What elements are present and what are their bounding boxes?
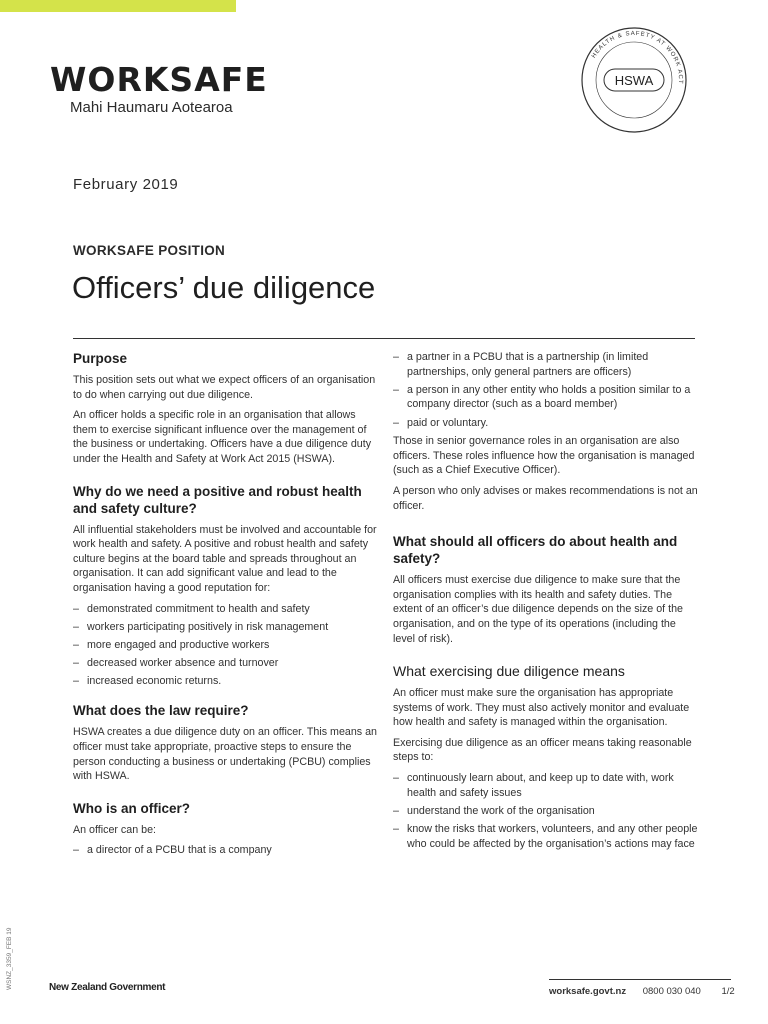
senior-roles-paragraph: Those in senior governance roles in an organisation are also officers. These roles influence how the organisation is managed (such as a Chief Executive Officer). [393, 435, 695, 477]
svg-text:HSWA: HSWA [614, 73, 654, 88]
list-item: – paid or voluntary. [393, 416, 699, 431]
logo-tagline: Mahi Haumaru Aotearoa [70, 99, 233, 116]
left-column [73, 350, 379, 862]
officer-list [73, 843, 379, 858]
purpose-heading: Purpose [73, 351, 128, 366]
list-item: – decreased worker absence and turnover [73, 656, 379, 671]
title-divider [73, 338, 695, 339]
list-item: – understand the work of the organisation [393, 804, 699, 819]
nz-government-logo: New Zealand Government [49, 982, 166, 993]
list-item: – continuously learn about, and keep up to date with, work health and safety issues [393, 771, 699, 800]
publication-date: February 2019 [73, 176, 179, 193]
list-item: – increased economic returns. [73, 674, 379, 689]
culture-list [73, 602, 379, 689]
list-item: – a director of a PCBU that is a company [73, 843, 379, 858]
worksafe-logo [50, 62, 268, 118]
list-item: – a person in any other entity who holds a position similar to a company director (such as a board member) [393, 383, 699, 412]
purpose-paragraph: This position sets out what we expect officers of an organisation to do when carrying out due diligence. [73, 374, 376, 401]
officers-duty-paragraph: All officers must exercise due diligence to make sure that the organisation complies with its health and safety duties. The extent of an officer’s due diligence depends on the size of the organisation, and on the type of its operations (including the level of risk). [393, 574, 683, 645]
reasonable-steps-intro: Exercising due diligence as an officer means taking reasonable steps to: [393, 736, 692, 764]
officers-duty-heading: What should all officers do about health and safety? [393, 534, 678, 567]
list-item: – a partner in a PCBU that is a partnership (in limited partnerships, only general partners are officers) [393, 350, 699, 379]
phone-number: 0800 030 040 [642, 986, 701, 997]
list-item: – know the risks that workers, volunteers, and any other people who could be affected by the organisation’s actions may face [393, 822, 699, 851]
culture-heading: Why do we need a positive and robust health and safety culture? [73, 483, 362, 516]
footer-divider [549, 979, 731, 980]
officer-heading: Who is an officer? [73, 800, 191, 816]
advisor-paragraph: A person who only advises or makes recommendations is not an officer. [393, 484, 698, 512]
logo-wordmark: WORKSAFE [50, 60, 268, 99]
position-kicker: WORKSAFE POSITION [73, 243, 226, 258]
accent-bar [0, 0, 236, 12]
law-paragraph: HSWA creates a due diligence duty on an officer. This means an officer must take appropriate, proactive steps to ensure the person conducting a business or undertaking (PCBU) complies with HSWA. [73, 726, 377, 783]
page-title: Officers’ due diligence [72, 270, 376, 305]
footer-info [549, 986, 735, 997]
reasonable-steps-list [393, 771, 699, 851]
page-number: 1/2 [721, 986, 735, 997]
hswa-seal-icon [580, 26, 688, 134]
list-item: – demonstrated commitment to health and safety [73, 602, 379, 617]
officer-intro: An officer can be: [73, 823, 156, 836]
website-link[interactable]: worksafe.govt.nz [549, 986, 627, 997]
due-diligence-means-heading: What exercising due diligence means [393, 663, 625, 680]
list-item: – more engaged and productive workers [73, 638, 379, 653]
svg-text:HEALTH & SAFETY AT WORK ACT: HEALTH & SAFETY AT WORK ACT [591, 30, 684, 85]
officer-list-continued [393, 350, 699, 430]
list-item: – workers participating positively in risk management [73, 620, 379, 635]
law-heading: What does the law require? [73, 703, 249, 719]
officer-role-paragraph: An officer holds a specific role in an organisation that allows them to exercise significant influence over the management of the business or undertaking. Officers have a due diligence duty under the Health and Safety at Work Act 2015 (HSWA). [73, 409, 372, 465]
right-column [393, 350, 699, 855]
systems-of-work-paragraph: An officer must make sure the organisation has appropriate systems of work. They must also actively monitor and evaluate how health and safety is managed within the organisation. [393, 687, 690, 729]
culture-paragraph: All influential stakeholders must be involved and accountable for work health and safety. A positive and robust health and safety culture begins at the board table and spreads throughout an organisation. It can add significant value and lead to the organisation having a good reputation for: [73, 523, 377, 594]
document-code: WSNZ_3359_FEB 19 [6, 927, 13, 990]
